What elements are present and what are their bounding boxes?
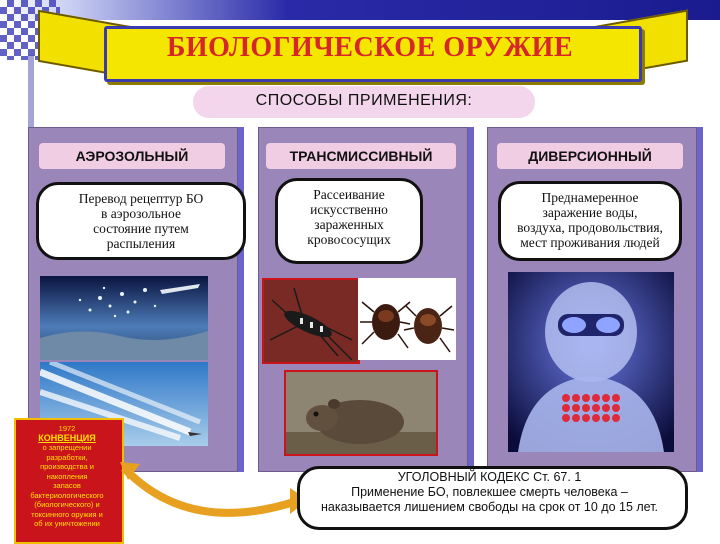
convention-line: (биологического) и	[34, 500, 100, 509]
description-transmissive	[275, 178, 423, 264]
description-line: заражение воды,	[542, 205, 638, 220]
mosquito-photo	[262, 278, 360, 364]
column-heading-aerosol: АЭРОЗОЛЬНЫЙ	[39, 143, 225, 169]
description-line: Перевод рецептур БО	[78, 191, 204, 206]
description-line: распыления	[106, 236, 176, 251]
curved-arrow-icon	[118, 440, 308, 530]
convention-line: разработки,	[46, 452, 88, 462]
aerosol-spray-photo	[40, 276, 208, 360]
convention-line: о запрещении	[42, 443, 92, 452]
description-line: в аэрозольное	[101, 206, 181, 221]
convention-line: бактериологического	[30, 490, 104, 500]
convention-line: запасов	[53, 481, 81, 490]
page-title: БИОЛОГИЧЕСКОЕ ОРУЖИЕ	[166, 32, 574, 63]
criminal-code-article: УГОЛОВНЫЙ КОДЕКС Ст. 67. 1	[397, 470, 582, 484]
description-line: Преднамеренное	[541, 190, 639, 205]
criminal-code-line: Применение БО, повлекшее смерть человека –	[351, 485, 628, 499]
convention-text	[18, 424, 116, 540]
lab-worker-photo	[508, 272, 674, 452]
description-line: кровососущих	[307, 232, 391, 247]
description-line: мест проживания людей	[520, 235, 660, 250]
description-line: Рассеивание	[313, 187, 385, 202]
methods-header: СПОСОБЫ ПРИМЕНЕНИЯ:	[255, 92, 473, 109]
ticks-photo	[358, 278, 456, 360]
description-line: воздуха, продовольствия,	[517, 220, 663, 235]
description-line: зараженных	[314, 217, 384, 232]
top-decor-bar	[0, 0, 720, 20]
convention-line: об их уничтожении	[34, 519, 100, 528]
column-heading-transmissive: ТРАНСМИССИВНЫЙ	[266, 143, 456, 169]
description-aerosol	[36, 182, 246, 260]
convention-title: КОНВЕНЦИЯ	[38, 432, 96, 443]
description-diversion	[498, 181, 682, 261]
description-line: искусственно	[310, 202, 388, 217]
convention-line: токсинного оружия и	[31, 509, 103, 519]
column-heading-diversion: ДИВЕРСИОННЫЙ	[497, 143, 683, 169]
convention-year: 1972	[58, 424, 76, 433]
criminal-code-text	[297, 470, 682, 515]
convention-line: производства и	[40, 462, 94, 471]
convention-line: накопления	[46, 471, 88, 481]
criminal-code-line: наказывается лишением свободы на срок от 10 до 15 лет.	[320, 500, 659, 514]
description-line: состояние путем	[93, 221, 189, 236]
